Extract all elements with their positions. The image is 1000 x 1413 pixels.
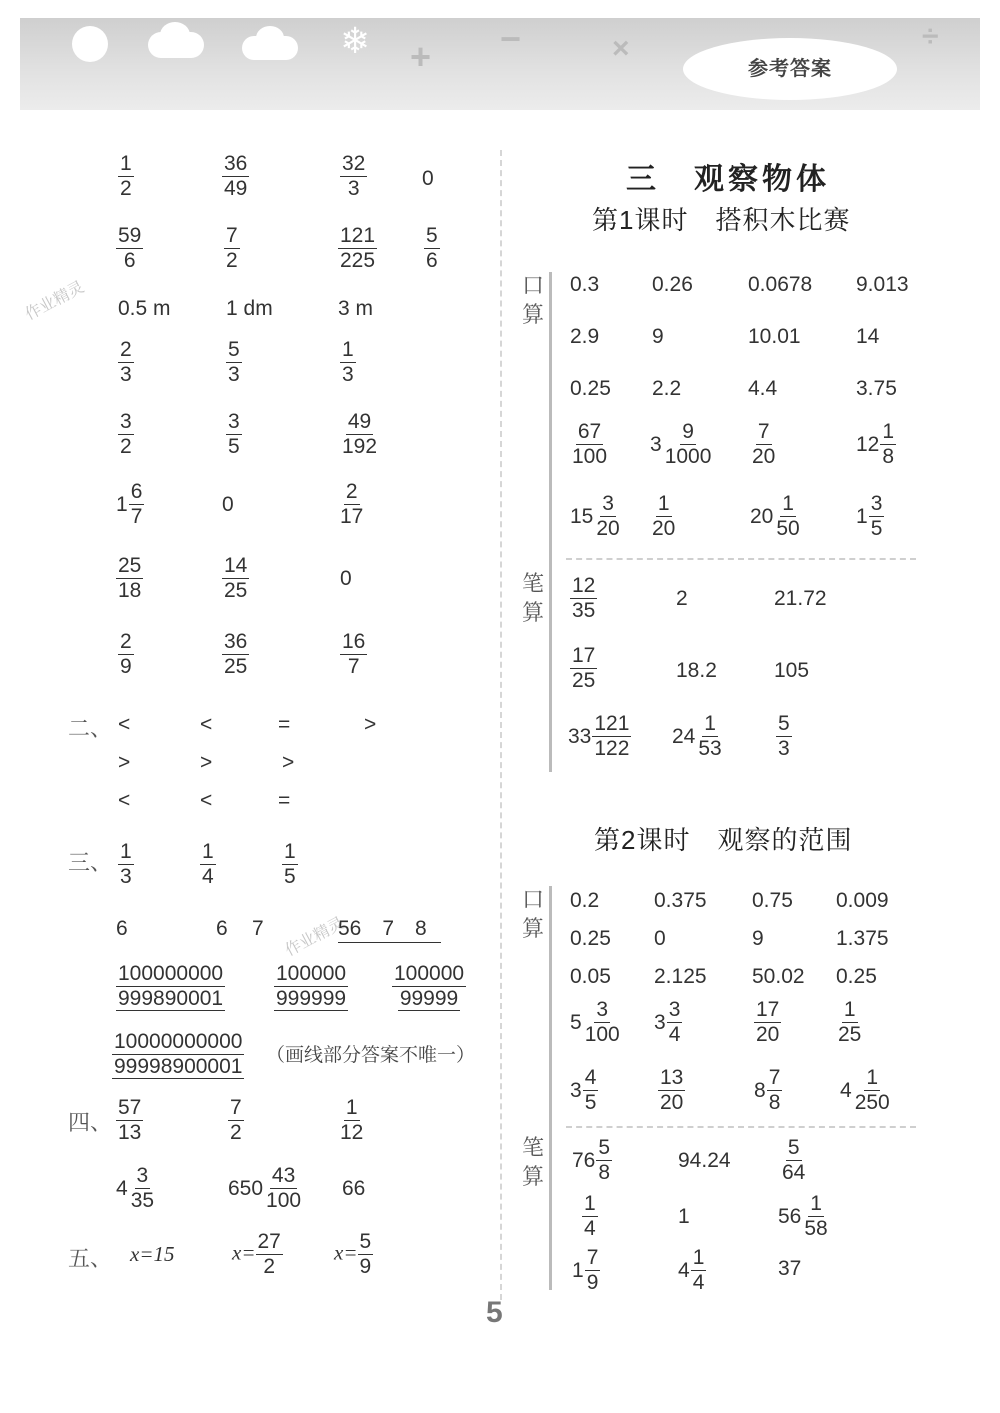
answer-value: 50.02 <box>752 965 805 988</box>
answer-value: 21.72 <box>774 587 827 610</box>
answer-value: 1.375 <box>836 927 889 950</box>
answer-mixed-number: 3 $\frac{9}{1000}$ <box>650 420 712 468</box>
written-calc-label: 笔 算 <box>521 571 544 625</box>
answer-value: 1 dm <box>226 297 273 320</box>
answer-fraction: $\frac{36}{25}$ <box>224 630 248 678</box>
page-number: 5 <box>486 1296 503 1329</box>
answer-mixed-number: 15 $\frac{3}{20}$ <box>570 492 620 540</box>
answer-value: 37 <box>778 1257 802 1280</box>
section-label-4: 四、 <box>68 1110 113 1135</box>
answer-mixed-number: 12 $\frac{1}{8}$ <box>856 420 895 468</box>
answer-fraction: $\frac{100000}{99999}$ <box>394 962 465 1010</box>
times-icon: × <box>612 32 630 65</box>
comparison-sign: > <box>200 751 213 774</box>
answer-fraction: $\frac{1}{4}$ <box>584 1192 596 1240</box>
answer-value: 0 <box>222 493 234 516</box>
answer-value: 0.5 m <box>118 297 171 320</box>
answer-fraction: $\frac{1}{3}$ <box>342 338 354 386</box>
answer-mixed-number: 5 $\frac{3}{100}$ <box>570 998 620 1046</box>
answer-value: 66 <box>342 1177 366 1200</box>
answer-value: 0.25 <box>836 965 877 988</box>
answer-value: 0.375 <box>654 889 707 912</box>
underlined-answer: 56 7 8 <box>338 918 441 939</box>
answer-fraction: $\frac{5}{3}$ <box>778 712 790 760</box>
answer-fraction: $\frac{7}{20}$ <box>752 420 776 468</box>
answer-value: 0.75 <box>752 889 793 912</box>
section-label-2: 二、 <box>68 716 113 741</box>
answer-value: 3.75 <box>856 377 897 400</box>
answer-fraction: $\frac{3}{2}$ <box>120 410 132 458</box>
answer-mixed-number: 76 $\frac{5}{8}$ <box>572 1136 611 1184</box>
answer-mixed-number: 56 $\frac{1}{58}$ <box>778 1192 828 1240</box>
answer-mixed-number: 1 $\frac{7}{9}$ <box>572 1246 599 1294</box>
answer-mixed-number: 24 $\frac{1}{53}$ <box>672 712 722 760</box>
answer-mixed-number: 8 $\frac{7}{8}$ <box>754 1066 781 1114</box>
plus-icon: + <box>410 36 432 77</box>
answer-value: 0.0678 <box>748 273 813 296</box>
answer-value: 3 m <box>338 297 374 320</box>
answer-fraction: $\frac{17}{20}$ <box>756 998 780 1046</box>
section-bar <box>549 886 552 1290</box>
answer-value: 0.3 <box>570 273 600 296</box>
answer-fraction: $\frac{1}{5}$ <box>284 840 296 888</box>
comparison-sign: = <box>278 713 291 736</box>
answer-fraction: $\frac{2}{17}$ <box>340 480 364 528</box>
comparison-sign: < <box>200 713 213 736</box>
answer-value: 9 <box>652 325 664 348</box>
snowflake-icon: ❄ <box>340 20 371 61</box>
answer-fraction: $\frac{2}{9}$ <box>120 630 132 678</box>
watermark: 作业精灵 <box>282 914 348 960</box>
answer-fraction: $\frac{1}{25}$ <box>838 998 862 1046</box>
comparison-sign: < <box>200 789 213 812</box>
equation-solution: x=15 <box>130 1242 175 1266</box>
answer-fraction: $\frac{13}{20}$ <box>660 1066 684 1114</box>
answer-value: 0 <box>422 167 434 190</box>
answer-mixed-number: 4 $\frac{1}{250}$ <box>840 1066 890 1114</box>
answer-value: 0.25 <box>570 927 611 950</box>
answer-mixed-number: 4 $\frac{1}{4}$ <box>678 1246 705 1294</box>
answer-fraction: $\frac{36}{49}$ <box>224 152 248 200</box>
answer-fraction: $\frac{49}{192}$ <box>342 410 378 458</box>
dashed-separator <box>566 558 916 560</box>
equation-solution: x= $\frac{27}{2}$ <box>232 1230 281 1278</box>
equation-solution: x= $\frac{5}{9}$ <box>334 1230 372 1278</box>
answer-value: 6 <box>216 917 228 940</box>
answer-fraction: $\frac{32}{3}$ <box>342 152 366 200</box>
answer-mixed-number: 3 $\frac{4}{5}$ <box>570 1066 597 1114</box>
answer-fraction: $\frac{14}{25}$ <box>224 554 248 602</box>
lesson-1-title: 第1课时 搭积木比赛 <box>592 205 851 235</box>
answer-fraction: $\frac{5}{6}$ <box>426 224 438 272</box>
answer-value: 0.25 <box>570 377 611 400</box>
comparison-sign: > <box>118 751 131 774</box>
section-label-3: 三、 <box>68 850 113 875</box>
answer-fraction: $\frac{5}{3}$ <box>228 338 240 386</box>
answer-fraction: $\frac{59}{6}$ <box>118 224 142 272</box>
answer-fraction: $\frac{1}{2}$ <box>120 152 132 200</box>
answer-fraction: $\frac{5}{64}$ <box>782 1136 806 1184</box>
answer-value: 10.01 <box>748 325 801 348</box>
answer-key-badge: 参考答案 <box>683 38 897 100</box>
answer-value: 105 <box>774 659 810 682</box>
comparison-sign: > <box>282 751 295 774</box>
dashed-separator <box>566 1126 916 1128</box>
minus-icon: − <box>500 18 522 59</box>
answer-fraction: $\frac{2}{3}$ <box>120 338 132 386</box>
answer-fraction: $\frac{17}{25}$ <box>572 644 596 692</box>
sun-icon <box>72 26 108 62</box>
answer-mixed-number: 4 $\frac{3}{35}$ <box>116 1164 155 1212</box>
comparison-sign: < <box>118 789 131 812</box>
watermark: 作业精灵 <box>22 278 88 324</box>
answer-fraction: $\frac{25}{18}$ <box>118 554 142 602</box>
column-divider <box>500 150 502 1300</box>
answer-fraction: $\frac{1}{12}$ <box>340 1096 364 1144</box>
comparison-sign: = <box>278 789 291 812</box>
written-calc-label: 笔 算 <box>521 1135 544 1189</box>
answer-fraction: $\frac{7}{2}$ <box>230 1096 242 1144</box>
section-bar <box>549 272 552 772</box>
divide-icon: ÷ <box>922 20 939 53</box>
answer-fraction: $\frac{7}{2}$ <box>226 224 238 272</box>
answer-value: 0.05 <box>570 965 611 988</box>
answer-value: 2 <box>676 587 688 610</box>
answer-value: 2.9 <box>570 325 600 348</box>
chapter-title: 三 观察物体 <box>626 163 830 196</box>
answer-fraction: $\frac{100000}{999999}$ <box>276 962 347 1010</box>
answer-value: 0 <box>654 927 666 950</box>
comparison-sign: > <box>364 713 377 736</box>
answer-fraction: $\frac{1}{4}$ <box>202 840 214 888</box>
answer-value: 94.24 <box>678 1149 731 1172</box>
oral-calc-label: 口 算 <box>521 273 544 327</box>
answer-value: 4.4 <box>748 377 778 400</box>
answer-fraction: $\frac{3}{5}$ <box>228 410 240 458</box>
answer-fraction: $\frac{100000000}{999890001}$ <box>118 962 224 1010</box>
answer-fraction: $\frac{12}{35}$ <box>572 574 596 622</box>
answer-mixed-number: 33 $\frac{121}{122}$ <box>568 712 630 760</box>
lesson-2-title: 第2课时 观察的范围 <box>594 825 853 855</box>
answer-value: 9.013 <box>856 273 909 296</box>
answer-value: 0.2 <box>570 889 600 912</box>
answer-value: 2.125 <box>654 965 707 988</box>
answer-value: 2.2 <box>652 377 682 400</box>
oral-calc-label: 口 算 <box>521 887 544 941</box>
answer-value: 14 <box>856 325 880 348</box>
comparison-sign: < <box>118 713 131 736</box>
answer-value: 0 <box>340 567 352 590</box>
section-label-5: 五、 <box>68 1246 113 1271</box>
answer-value: 0.009 <box>836 889 889 912</box>
answer-value: 1 <box>678 1205 690 1228</box>
answer-value: 0.26 <box>652 273 693 296</box>
answer-note: （画线部分答案不唯一） <box>266 1045 476 1066</box>
answer-fraction: $\frac{1}{20}$ <box>652 492 676 540</box>
header-band <box>20 18 980 110</box>
answer-mixed-number: 650 $\frac{43}{100}$ <box>228 1164 302 1212</box>
answer-mixed-number: 20 $\frac{1}{50}$ <box>750 492 800 540</box>
answer-mixed-number: 1 $\frac{6}{7}$ <box>116 480 143 528</box>
answer-fraction: $\frac{16}{7}$ <box>342 630 366 678</box>
answer-value: 6 <box>116 917 128 940</box>
answer-value: 9 <box>752 927 764 950</box>
answer-fraction: $\frac{57}{13}$ <box>118 1096 142 1144</box>
answer-fraction: $\frac{10000000000}{99998900001}$ <box>114 1030 243 1078</box>
answer-mixed-number: 3 $\frac{3}{4}$ <box>654 998 681 1046</box>
answer-mixed-number: 1 $\frac{3}{5}$ <box>856 492 883 540</box>
answer-fraction: $\frac{121}{225}$ <box>340 224 376 272</box>
answer-value: 7 <box>252 917 264 940</box>
answer-value: 18.2 <box>676 659 717 682</box>
answer-fraction: $\frac{1}{3}$ <box>120 840 132 888</box>
answer-fraction: $\frac{67}{100}$ <box>572 420 608 468</box>
